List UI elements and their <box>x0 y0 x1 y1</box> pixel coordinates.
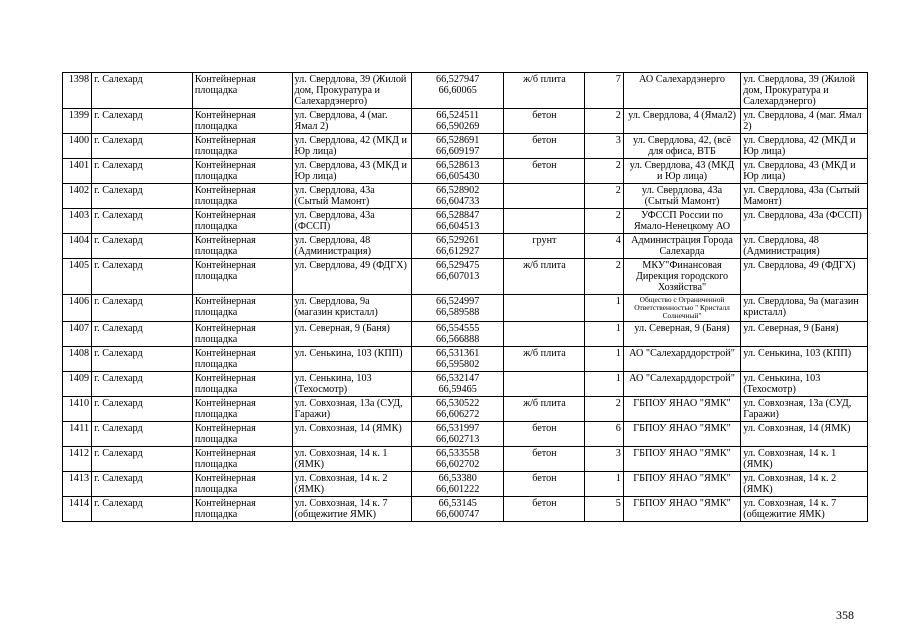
container-count-cell: 2 <box>585 159 623 184</box>
waste-source-cell: ул. Свердлова, 43а (ФССП) <box>741 209 868 234</box>
city-cell: г. Салехард <box>92 184 193 209</box>
waste-source-cell: ул. Северная, 9 (Баня) <box>741 322 868 347</box>
container-count-cell: 4 <box>585 234 623 259</box>
row-number: 1407 <box>63 322 92 347</box>
table-row <box>63 497 868 522</box>
row-number: 1412 <box>63 447 92 472</box>
container-count-cell: 2 <box>585 397 623 422</box>
table-row <box>63 209 868 234</box>
coordinates-cell <box>411 209 503 234</box>
registry-rows <box>63 73 868 522</box>
longitude-value: 66,602713 <box>436 434 480 445</box>
city-cell: г. Салехард <box>92 422 193 447</box>
container-count-cell: 2 <box>585 109 623 134</box>
owner-cell: ул. Свердлова, 4 (Ямал2) <box>623 109 740 134</box>
coordinates-cell <box>411 159 503 184</box>
waste-source-cell: ул. Сенькина, 103 (Техосмотр) <box>741 372 868 397</box>
site-type-cell: Контейнерная площадка <box>192 134 292 159</box>
site-type-cell: Контейнерная площадка <box>192 397 292 422</box>
city-cell: г. Салехард <box>92 472 193 497</box>
surface-cell: ж/б плита <box>504 73 585 109</box>
site-type-cell: Контейнерная площадка <box>192 184 292 209</box>
address-cell: ул. Сенькина, 103 (КПП) <box>292 347 411 372</box>
row-number: 1406 <box>63 295 92 322</box>
city-cell: г. Салехард <box>92 109 193 134</box>
coordinates-cell <box>411 322 503 347</box>
surface-cell: ж/б плита <box>504 259 585 295</box>
site-type-cell: Контейнерная площадка <box>192 422 292 447</box>
table-row <box>63 472 868 497</box>
address-cell: ул. Свердлова, 49 (ФДГХ) <box>292 259 411 295</box>
coordinates-cell <box>411 422 503 447</box>
address-cell: ул. Совхозная, 14 (ЯМК) <box>292 422 411 447</box>
owner-cell: ГБПОУ ЯНАО "ЯМК" <box>623 497 740 522</box>
table-row <box>63 322 868 347</box>
latitude-value: 66,533558 <box>436 448 480 459</box>
table-row <box>63 73 868 109</box>
waste-source-cell: ул. Совхозная, 14 к. 1 (ЯМК) <box>741 447 868 472</box>
table-row <box>63 422 868 447</box>
address-cell: ул. Сенькина, 103 (Техосмотр) <box>292 372 411 397</box>
surface-cell: бетон <box>504 109 585 134</box>
table-row <box>63 295 868 322</box>
address-cell: ул. Свердлова, 43а (ФССП) <box>292 209 411 234</box>
longitude-value: 66,607013 <box>436 271 480 282</box>
address-cell: ул. Свердлова, 4 (маг. Ямал 2) <box>292 109 411 134</box>
row-number: 1400 <box>63 134 92 159</box>
table-row <box>63 372 868 397</box>
latitude-value: 66,530522 <box>436 398 480 409</box>
owner-cell: ул. Свердлова, 43а (Сытый Мамонт) <box>623 184 740 209</box>
row-number: 1414 <box>63 497 92 522</box>
latitude-value: 66,524511 <box>436 110 480 121</box>
site-type-cell: Контейнерная площадка <box>192 159 292 184</box>
city-cell: г. Салехард <box>92 134 193 159</box>
site-type-cell: Контейнерная площадка <box>192 209 292 234</box>
coordinates-cell <box>411 109 503 134</box>
owner-cell: АО Салехардэнерго <box>623 73 740 109</box>
longitude-value: 66,601222 <box>436 484 480 495</box>
address-cell: ул. Свердлова, 48 (Администрация) <box>292 234 411 259</box>
latitude-value: 66,529261 <box>436 235 480 246</box>
surface-cell: бетон <box>504 422 585 447</box>
waste-source-cell: ул. Сенькина, 103 (КПП) <box>741 347 868 372</box>
row-number: 1398 <box>63 73 92 109</box>
site-type-cell: Контейнерная площадка <box>192 472 292 497</box>
table-row <box>63 234 868 259</box>
surface-cell <box>504 209 585 234</box>
site-type-cell: Контейнерная площадка <box>192 447 292 472</box>
surface-cell <box>504 295 585 322</box>
city-cell: г. Салехард <box>92 209 193 234</box>
coordinates-cell <box>411 134 503 159</box>
owner-cell: АО "Салехарддорстрой" <box>623 347 740 372</box>
row-number: 1405 <box>63 259 92 295</box>
longitude-value: 66,60065 <box>438 85 477 96</box>
latitude-value: 66,524997 <box>436 296 480 307</box>
table-row <box>63 184 868 209</box>
container-count-cell: 7 <box>585 73 623 109</box>
surface-cell: бетон <box>504 447 585 472</box>
waste-source-cell: ул. Свердлова, 49 (ФДГХ) <box>741 259 868 295</box>
coordinates-cell <box>411 295 503 322</box>
container-count-cell: 2 <box>585 184 623 209</box>
owner-cell: АО "Салехарддорстрой" <box>623 372 740 397</box>
coordinates-cell <box>411 347 503 372</box>
container-count-cell: 1 <box>585 322 623 347</box>
site-type-cell: Контейнерная площадка <box>192 372 292 397</box>
address-cell: ул. Свердлова, 43 (МКД и Юр лица) <box>292 159 411 184</box>
site-type-cell: Контейнерная площадка <box>192 322 292 347</box>
address-cell: ул. Свердлова, 43а (Сытый Мамонт) <box>292 184 411 209</box>
coordinates-cell <box>411 184 503 209</box>
coordinates-cell <box>411 73 503 109</box>
owner-cell: ГБПОУ ЯНАО "ЯМК" <box>623 472 740 497</box>
container-count-cell: 1 <box>585 372 623 397</box>
container-count-cell: 2 <box>585 259 623 295</box>
row-number: 1403 <box>63 209 92 234</box>
waste-source-cell: ул. Совхозная, 14 (ЯМК) <box>741 422 868 447</box>
registry-table <box>62 72 868 522</box>
longitude-value: 66,604733 <box>436 196 480 207</box>
address-cell: ул. Свердлова, 42 (МКД и Юр лица) <box>292 134 411 159</box>
latitude-value: 66,529475 <box>436 260 480 271</box>
waste-source-cell: ул. Совхозная, 14 к. 2 (ЯМК) <box>741 472 868 497</box>
waste-source-cell: ул. Свердлова, 43а (Сытый Мамонт) <box>741 184 868 209</box>
latitude-value: 66,528847 <box>436 210 480 221</box>
latitude-value: 66,532147 <box>436 373 480 384</box>
owner-cell: Администрация Города Салехарда <box>623 234 740 259</box>
longitude-value: 66,589588 <box>436 307 480 318</box>
site-type-cell: Контейнерная площадка <box>192 73 292 109</box>
surface-cell: бетон <box>504 134 585 159</box>
surface-cell <box>504 322 585 347</box>
site-type-cell: Контейнерная площадка <box>192 234 292 259</box>
coordinates-cell <box>411 447 503 472</box>
waste-source-cell: ул. Совхозная, 13а (СУД, Гаражи) <box>741 397 868 422</box>
surface-cell <box>504 372 585 397</box>
address-cell: ул. Совхозная, 14 к. 2 (ЯМК) <box>292 472 411 497</box>
city-cell: г. Салехард <box>92 397 193 422</box>
row-number: 1404 <box>63 234 92 259</box>
surface-cell: бетон <box>504 472 585 497</box>
waste-source-cell: ул. Свердлова, 9а (магазин кристалл) <box>741 295 868 322</box>
latitude-value: 66,531361 <box>436 348 480 359</box>
latitude-value: 66,53380 <box>438 473 477 484</box>
row-number: 1411 <box>63 422 92 447</box>
longitude-value: 66,604513 <box>436 221 480 232</box>
longitude-value: 66,612927 <box>436 246 480 257</box>
latitude-value: 66,53145 <box>438 498 477 509</box>
row-number: 1408 <box>63 347 92 372</box>
owner-cell: МКУ"Финансовая Дирекция городского Хозяйства" <box>623 259 740 295</box>
site-type-cell: Контейнерная площадка <box>192 497 292 522</box>
row-number: 1402 <box>63 184 92 209</box>
surface-cell <box>504 184 585 209</box>
address-cell: ул. Северная, 9 (Баня) <box>292 322 411 347</box>
coordinates-cell <box>411 372 503 397</box>
container-count-cell: 3 <box>585 447 623 472</box>
city-cell: г. Салехард <box>92 347 193 372</box>
longitude-value: 66,59465 <box>438 384 477 395</box>
longitude-value: 66,609197 <box>436 146 480 157</box>
coordinates-cell <box>411 259 503 295</box>
row-number: 1410 <box>63 397 92 422</box>
address-cell: ул. Совхозная, 14 к. 1 (ЯМК) <box>292 447 411 472</box>
container-count-cell: 5 <box>585 497 623 522</box>
coordinates-cell <box>411 397 503 422</box>
table-row <box>63 447 868 472</box>
site-type-cell: Контейнерная площадка <box>192 259 292 295</box>
city-cell: г. Салехард <box>92 497 193 522</box>
longitude-value: 66,606272 <box>436 409 480 420</box>
address-cell: ул. Свердлова, 9а (магазин кристалл) <box>292 295 411 322</box>
container-count-cell: 1 <box>585 347 623 372</box>
surface-cell: грунт <box>504 234 585 259</box>
address-cell: ул. Совхозная, 13а (СУД, Гаражи) <box>292 397 411 422</box>
latitude-value: 66,527947 <box>436 74 480 85</box>
city-cell: г. Салехард <box>92 322 193 347</box>
latitude-value: 66,528613 <box>436 160 480 171</box>
container-count-cell: 1 <box>585 472 623 497</box>
address-cell: ул. Свердлова, 39 (Жилой дом, Прокуратура и Салехардэнерго) <box>292 73 411 109</box>
table-row <box>63 159 868 184</box>
city-cell: г. Салехард <box>92 295 193 322</box>
site-type-cell: Контейнерная площадка <box>192 109 292 134</box>
table-row <box>63 259 868 295</box>
waste-source-cell: ул. Свердлова, 48 (Администрация) <box>741 234 868 259</box>
latitude-value: 66,531997 <box>436 423 480 434</box>
owner-cell: ул. Свердлова, 42, (всё для офиса, ВТБ <box>623 134 740 159</box>
row-number: 1401 <box>63 159 92 184</box>
city-cell: г. Салехард <box>92 259 193 295</box>
site-type-cell: Контейнерная площадка <box>192 295 292 322</box>
owner-cell: Общество с Ограниченной Ответственностью " Кристалл Солнечный" <box>623 295 740 322</box>
surface-cell: бетон <box>504 497 585 522</box>
owner-cell: ГБПОУ ЯНАО "ЯМК" <box>623 397 740 422</box>
longitude-value: 66,602702 <box>436 459 480 470</box>
city-cell: г. Салехард <box>92 159 193 184</box>
page-number: 358 <box>836 608 854 622</box>
surface-cell: ж/б плита <box>504 397 585 422</box>
longitude-value: 66,590269 <box>436 121 480 132</box>
longitude-value: 66,566888 <box>436 334 480 345</box>
city-cell: г. Салехард <box>92 447 193 472</box>
latitude-value: 66,528902 <box>436 185 480 196</box>
surface-cell: ж/б плита <box>504 347 585 372</box>
table-row <box>63 347 868 372</box>
waste-source-cell: ул. Свердлова, 4 (маг. Ямал 2) <box>741 109 868 134</box>
longitude-value: 66,595802 <box>436 359 480 370</box>
latitude-value: 66,554555 <box>436 323 480 334</box>
city-cell: г. Салехард <box>92 73 193 109</box>
city-cell: г. Салехард <box>92 372 193 397</box>
waste-source-cell: ул. Свердлова, 42 (МКД и Юр лица) <box>741 134 868 159</box>
coordinates-cell <box>411 472 503 497</box>
owner-cell: УФССП России по Ямало-Ненецкому АО <box>623 209 740 234</box>
row-number: 1409 <box>63 372 92 397</box>
row-number: 1413 <box>63 472 92 497</box>
city-cell: г. Салехард <box>92 234 193 259</box>
waste-source-cell: ул. Свердлова, 43 (МКД и Юр лица) <box>741 159 868 184</box>
waste-source-cell: ул. Совхозная, 14 к. 7 (общежитие ЯМК) <box>741 497 868 522</box>
container-count-cell: 2 <box>585 209 623 234</box>
longitude-value: 66,605430 <box>436 171 480 182</box>
waste-source-cell: ул. Свердлова, 39 (Жилой дом, Прокуратура и Салехардэнерго) <box>741 73 868 109</box>
table-row <box>63 109 868 134</box>
coordinates-cell <box>411 497 503 522</box>
table-row <box>63 134 868 159</box>
owner-cell: ул. Свердлова, 43 (МКД и Юр лица) <box>623 159 740 184</box>
container-count-cell: 1 <box>585 295 623 322</box>
address-cell: ул. Совхозная, 14 к. 7 (общежитие ЯМК) <box>292 497 411 522</box>
coordinates-cell <box>411 234 503 259</box>
owner-cell: ГБПОУ ЯНАО "ЯМК" <box>623 447 740 472</box>
site-type-cell: Контейнерная площадка <box>192 347 292 372</box>
row-number: 1399 <box>63 109 92 134</box>
latitude-value: 66,528691 <box>436 135 480 146</box>
container-count-cell: 3 <box>585 134 623 159</box>
surface-cell: бетон <box>504 159 585 184</box>
owner-cell: ГБПОУ ЯНАО "ЯМК" <box>623 422 740 447</box>
container-count-cell: 6 <box>585 422 623 447</box>
owner-cell: ул. Северная, 9 (Баня) <box>623 322 740 347</box>
longitude-value: 66,600747 <box>436 509 480 520</box>
table-row <box>63 397 868 422</box>
